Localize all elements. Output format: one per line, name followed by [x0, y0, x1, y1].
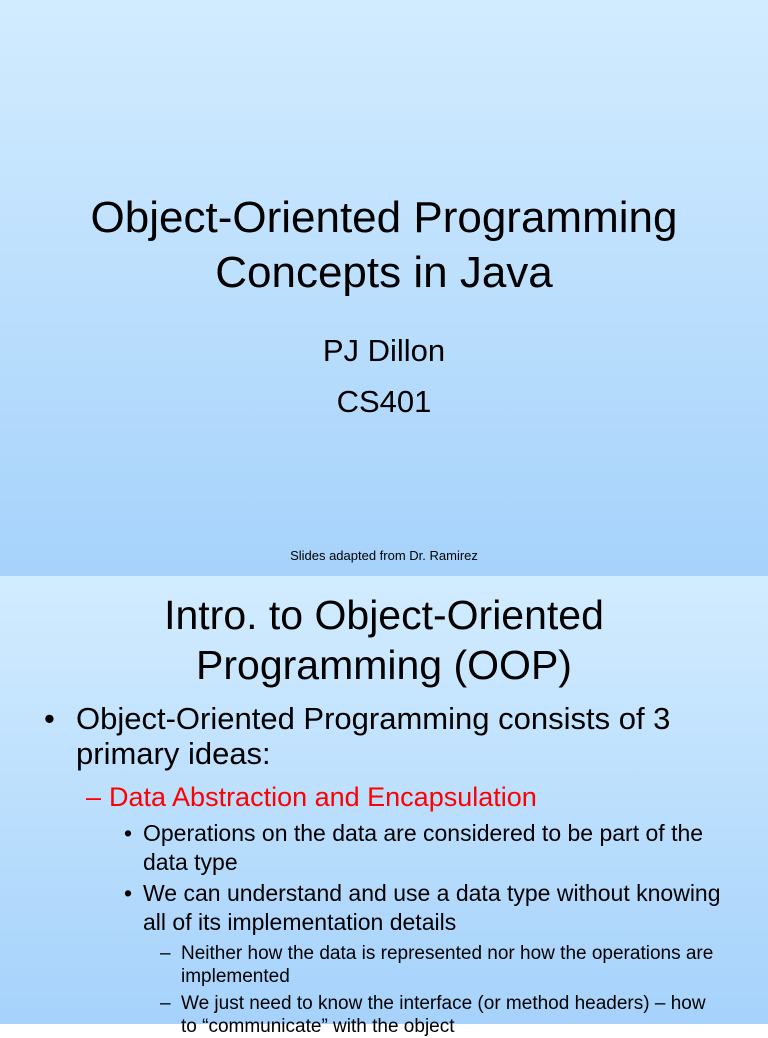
slide-title	[0, 190, 768, 300]
intro-slide	[0, 576, 768, 1037]
bullet-level2	[86, 781, 726, 813]
bullet-dot: •	[124, 820, 133, 846]
bullet-text: We just need to know the interface (or method headers) – how to “communicate” with the object	[181, 993, 706, 1037]
slide-title-line2: Concepts in Java	[215, 248, 553, 297]
bullet-level1	[44, 701, 734, 771]
slide-title-line2: Programming (OOP)	[196, 642, 572, 688]
slide-title	[0, 590, 768, 690]
slide-title-line1: Object-Oriented Programming	[90, 193, 678, 242]
bullet-text: Object-Oriented Programming consists of 3 primary ideas:	[76, 701, 671, 771]
bullet-dot: •	[124, 880, 133, 906]
subheading-text: Data Abstraction and Encapsulation	[109, 782, 537, 812]
slide-title-line1: Intro. to Object-Oriented	[164, 592, 604, 638]
bullet-level3	[124, 879, 724, 937]
bullet-dash: –	[160, 993, 171, 1014]
bullet-dash: –	[86, 782, 102, 812]
bullet-dash: –	[160, 943, 171, 964]
bullet-level4	[160, 992, 720, 1038]
course-code: CS401	[336, 384, 432, 419]
bullet-text: We can understand and use a data type without knowing all of its implementation details	[143, 880, 721, 935]
bullet-level4	[160, 942, 720, 988]
bullet-text: Neither how the data is represented nor how the operations are implemented	[181, 943, 714, 987]
credit-note: Slides adapted from Dr. Ramirez	[290, 548, 478, 563]
bullet-dot: •	[44, 701, 55, 736]
bullet-level3	[124, 819, 724, 877]
bullet-text: Operations on the data are considered to be part of the data type	[143, 820, 704, 875]
author-name: PJ Dillon	[322, 333, 446, 368]
